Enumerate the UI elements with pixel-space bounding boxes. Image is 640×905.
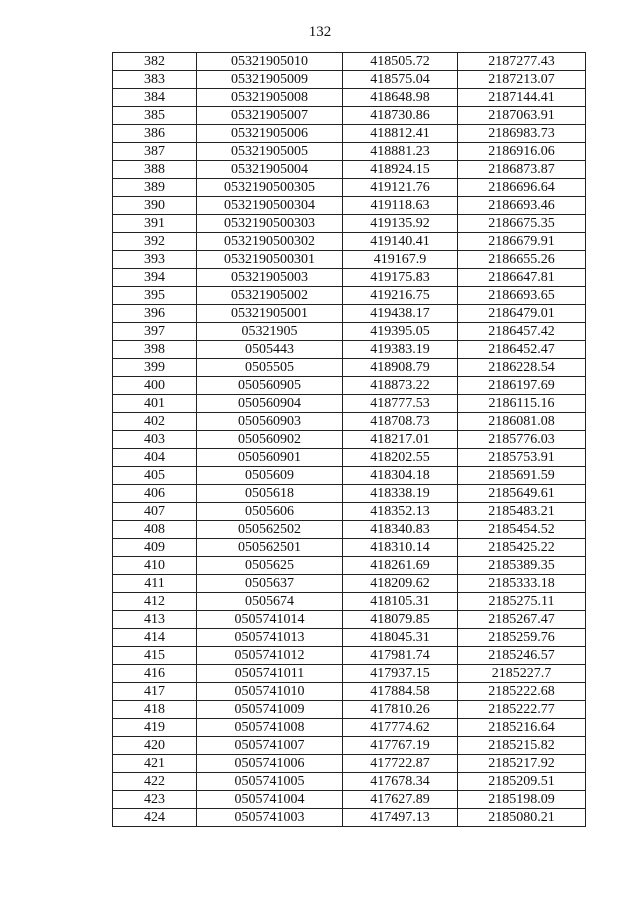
y-coordinate-cell: 2185215.82 xyxy=(458,737,586,755)
table-row xyxy=(113,557,586,575)
row-number-cell: 422 xyxy=(113,773,197,791)
y-coordinate-cell: 2186647.81 xyxy=(458,269,586,287)
row-number-cell: 397 xyxy=(113,323,197,341)
y-coordinate-cell: 2185333.18 xyxy=(458,575,586,593)
row-number-cell: 402 xyxy=(113,413,197,431)
y-coordinate-cell: 2186115.16 xyxy=(458,395,586,413)
y-coordinate-cell: 2185246.57 xyxy=(458,647,586,665)
x-coordinate-cell: 418575.04 xyxy=(343,71,458,89)
row-number-cell: 388 xyxy=(113,161,197,179)
y-coordinate-cell: 2185275.11 xyxy=(458,593,586,611)
x-coordinate-cell: 418648.98 xyxy=(343,89,458,107)
row-number-cell: 392 xyxy=(113,233,197,251)
point-id-cell: 0532190500302 xyxy=(197,233,343,251)
point-id-cell: 05321905003 xyxy=(197,269,343,287)
row-number-cell: 386 xyxy=(113,125,197,143)
row-number-cell: 407 xyxy=(113,503,197,521)
row-number-cell: 390 xyxy=(113,197,197,215)
x-coordinate-cell: 417774.62 xyxy=(343,719,458,737)
y-coordinate-cell: 2185216.64 xyxy=(458,719,586,737)
y-coordinate-cell: 2186873.87 xyxy=(458,161,586,179)
x-coordinate-cell: 417627.89 xyxy=(343,791,458,809)
point-id-cell: 0505741005 xyxy=(197,773,343,791)
point-id-cell: 05321905009 xyxy=(197,71,343,89)
x-coordinate-cell: 418730.86 xyxy=(343,107,458,125)
point-id-cell: 0505741008 xyxy=(197,719,343,737)
row-number-cell: 418 xyxy=(113,701,197,719)
table-row xyxy=(113,341,586,359)
row-number-cell: 411 xyxy=(113,575,197,593)
point-id-cell: 0505606 xyxy=(197,503,343,521)
row-number-cell: 417 xyxy=(113,683,197,701)
point-id-cell: 050562501 xyxy=(197,539,343,557)
table-row xyxy=(113,773,586,791)
point-id-cell: 05321905004 xyxy=(197,161,343,179)
y-coordinate-cell: 2186197.69 xyxy=(458,377,586,395)
point-id-cell: 0505741011 xyxy=(197,665,343,683)
x-coordinate-cell: 419175.83 xyxy=(343,269,458,287)
y-coordinate-cell: 2185483.21 xyxy=(458,503,586,521)
y-coordinate-cell: 2186693.65 xyxy=(458,287,586,305)
row-number-cell: 421 xyxy=(113,755,197,773)
y-coordinate-cell: 2187144.41 xyxy=(458,89,586,107)
point-id-cell: 0532190500303 xyxy=(197,215,343,233)
table-row xyxy=(113,305,586,323)
page-number: 132 xyxy=(308,24,332,40)
point-id-cell: 05321905002 xyxy=(197,287,343,305)
x-coordinate-cell: 417884.58 xyxy=(343,683,458,701)
table-row xyxy=(113,791,586,809)
point-id-cell: 0532190500304 xyxy=(197,197,343,215)
x-coordinate-cell: 418812.41 xyxy=(343,125,458,143)
table-row xyxy=(113,323,586,341)
x-coordinate-cell: 419121.76 xyxy=(343,179,458,197)
y-coordinate-cell: 2185454.52 xyxy=(458,521,586,539)
point-id-cell: 050560905 xyxy=(197,377,343,395)
point-id-cell: 0505618 xyxy=(197,485,343,503)
row-number-cell: 410 xyxy=(113,557,197,575)
row-number-cell: 409 xyxy=(113,539,197,557)
table-row xyxy=(113,395,586,413)
table-row xyxy=(113,683,586,701)
table-row xyxy=(113,449,586,467)
row-number-cell: 424 xyxy=(113,809,197,827)
x-coordinate-cell: 418209.62 xyxy=(343,575,458,593)
y-coordinate-cell: 2186916.06 xyxy=(458,143,586,161)
y-coordinate-cell: 2187277.43 xyxy=(458,53,586,71)
x-coordinate-cell: 418045.31 xyxy=(343,629,458,647)
point-id-cell: 05321905010 xyxy=(197,53,343,71)
table-row xyxy=(113,143,586,161)
x-coordinate-cell: 418217.01 xyxy=(343,431,458,449)
y-coordinate-cell: 2186693.46 xyxy=(458,197,586,215)
row-number-cell: 395 xyxy=(113,287,197,305)
row-number-cell: 416 xyxy=(113,665,197,683)
table-row xyxy=(113,215,586,233)
table-row xyxy=(113,575,586,593)
table-row xyxy=(113,809,586,827)
point-id-cell: 0505741007 xyxy=(197,737,343,755)
point-id-cell: 0505741014 xyxy=(197,611,343,629)
x-coordinate-cell: 419118.63 xyxy=(343,197,458,215)
row-number-cell: 382 xyxy=(113,53,197,71)
table-row xyxy=(113,719,586,737)
row-number-cell: 423 xyxy=(113,791,197,809)
row-number-cell: 385 xyxy=(113,107,197,125)
x-coordinate-cell: 418881.23 xyxy=(343,143,458,161)
point-id-cell: 0505741010 xyxy=(197,683,343,701)
x-coordinate-cell: 419395.05 xyxy=(343,323,458,341)
row-number-cell: 383 xyxy=(113,71,197,89)
point-id-cell: 050560903 xyxy=(197,413,343,431)
point-id-cell: 050560901 xyxy=(197,449,343,467)
table-row xyxy=(113,539,586,557)
x-coordinate-cell: 418310.14 xyxy=(343,539,458,557)
x-coordinate-cell: 419216.75 xyxy=(343,287,458,305)
table-row xyxy=(113,179,586,197)
table-row xyxy=(113,125,586,143)
y-coordinate-cell: 2185198.09 xyxy=(458,791,586,809)
row-number-cell: 387 xyxy=(113,143,197,161)
x-coordinate-cell: 418505.72 xyxy=(343,53,458,71)
point-id-cell: 05321905001 xyxy=(197,305,343,323)
table-row xyxy=(113,737,586,755)
table-row xyxy=(113,485,586,503)
row-number-cell: 384 xyxy=(113,89,197,107)
row-number-cell: 415 xyxy=(113,647,197,665)
row-number-cell: 396 xyxy=(113,305,197,323)
row-number-cell: 400 xyxy=(113,377,197,395)
x-coordinate-cell: 418908.79 xyxy=(343,359,458,377)
table-row xyxy=(113,467,586,485)
coordinates-table-body xyxy=(113,53,586,827)
y-coordinate-cell: 2185776.03 xyxy=(458,431,586,449)
row-number-cell: 403 xyxy=(113,431,197,449)
y-coordinate-cell: 2186452.47 xyxy=(458,341,586,359)
y-coordinate-cell: 2186696.64 xyxy=(458,179,586,197)
table-row xyxy=(113,161,586,179)
y-coordinate-cell: 2185267.47 xyxy=(458,611,586,629)
x-coordinate-cell: 417767.19 xyxy=(343,737,458,755)
x-coordinate-cell: 418338.19 xyxy=(343,485,458,503)
point-id-cell: 0505637 xyxy=(197,575,343,593)
point-id-cell: 05321905008 xyxy=(197,89,343,107)
point-id-cell: 0505741003 xyxy=(197,809,343,827)
row-number-cell: 399 xyxy=(113,359,197,377)
point-id-cell: 0505505 xyxy=(197,359,343,377)
row-number-cell: 404 xyxy=(113,449,197,467)
row-number-cell: 391 xyxy=(113,215,197,233)
table-row xyxy=(113,251,586,269)
table-row xyxy=(113,755,586,773)
row-number-cell: 419 xyxy=(113,719,197,737)
point-id-cell: 0505741004 xyxy=(197,791,343,809)
point-id-cell: 0505741013 xyxy=(197,629,343,647)
y-coordinate-cell: 2187213.07 xyxy=(458,71,586,89)
x-coordinate-cell: 419383.19 xyxy=(343,341,458,359)
point-id-cell: 0505741009 xyxy=(197,701,343,719)
x-coordinate-cell: 418079.85 xyxy=(343,611,458,629)
x-coordinate-cell: 418261.69 xyxy=(343,557,458,575)
row-number-cell: 393 xyxy=(113,251,197,269)
y-coordinate-cell: 2185389.35 xyxy=(458,557,586,575)
point-id-cell: 0505741012 xyxy=(197,647,343,665)
y-coordinate-cell: 2185691.59 xyxy=(458,467,586,485)
x-coordinate-cell: 418352.13 xyxy=(343,503,458,521)
row-number-cell: 398 xyxy=(113,341,197,359)
point-id-cell: 0505674 xyxy=(197,593,343,611)
point-id-cell: 0505609 xyxy=(197,467,343,485)
table-row xyxy=(113,701,586,719)
point-id-cell: 0505741006 xyxy=(197,755,343,773)
y-coordinate-cell: 2187063.91 xyxy=(458,107,586,125)
x-coordinate-cell: 418202.55 xyxy=(343,449,458,467)
y-coordinate-cell: 2186983.73 xyxy=(458,125,586,143)
x-coordinate-cell: 419135.92 xyxy=(343,215,458,233)
x-coordinate-cell: 418873.22 xyxy=(343,377,458,395)
x-coordinate-cell: 417937.15 xyxy=(343,665,458,683)
row-number-cell: 412 xyxy=(113,593,197,611)
row-number-cell: 408 xyxy=(113,521,197,539)
row-number-cell: 406 xyxy=(113,485,197,503)
y-coordinate-cell: 2185080.21 xyxy=(458,809,586,827)
point-id-cell: 05321905006 xyxy=(197,125,343,143)
y-coordinate-cell: 2186655.26 xyxy=(458,251,586,269)
x-coordinate-cell: 417722.87 xyxy=(343,755,458,773)
table-row xyxy=(113,53,586,71)
x-coordinate-cell: 419140.41 xyxy=(343,233,458,251)
table-row xyxy=(113,269,586,287)
x-coordinate-cell: 418708.73 xyxy=(343,413,458,431)
row-number-cell: 389 xyxy=(113,179,197,197)
point-id-cell: 0505625 xyxy=(197,557,343,575)
x-coordinate-cell: 419167.9 xyxy=(343,251,458,269)
y-coordinate-cell: 2186479.01 xyxy=(458,305,586,323)
point-id-cell: 05321905005 xyxy=(197,143,343,161)
row-number-cell: 394 xyxy=(113,269,197,287)
row-number-cell: 414 xyxy=(113,629,197,647)
table-row xyxy=(113,233,586,251)
y-coordinate-cell: 2186457.42 xyxy=(458,323,586,341)
x-coordinate-cell: 418924.15 xyxy=(343,161,458,179)
x-coordinate-cell: 417981.74 xyxy=(343,647,458,665)
y-coordinate-cell: 2185222.77 xyxy=(458,701,586,719)
table-row xyxy=(113,89,586,107)
row-number-cell: 413 xyxy=(113,611,197,629)
x-coordinate-cell: 418777.53 xyxy=(343,395,458,413)
table-row xyxy=(113,593,586,611)
table-row xyxy=(113,359,586,377)
row-number-cell: 405 xyxy=(113,467,197,485)
y-coordinate-cell: 2185425.22 xyxy=(458,539,586,557)
y-coordinate-cell: 2186675.35 xyxy=(458,215,586,233)
point-id-cell: 050562502 xyxy=(197,521,343,539)
point-id-cell: 05321905007 xyxy=(197,107,343,125)
table-row xyxy=(113,647,586,665)
x-coordinate-cell: 417497.13 xyxy=(343,809,458,827)
point-id-cell: 05321905 xyxy=(197,323,343,341)
table-row xyxy=(113,71,586,89)
point-id-cell: 0532190500305 xyxy=(197,179,343,197)
y-coordinate-cell: 2185227.7 xyxy=(458,665,586,683)
y-coordinate-cell: 2185753.91 xyxy=(458,449,586,467)
x-coordinate-cell: 417678.34 xyxy=(343,773,458,791)
y-coordinate-cell: 2185222.68 xyxy=(458,683,586,701)
table-row xyxy=(113,107,586,125)
table-row xyxy=(113,377,586,395)
table-row xyxy=(113,629,586,647)
y-coordinate-cell: 2186081.08 xyxy=(458,413,586,431)
table-row xyxy=(113,611,586,629)
y-coordinate-cell: 2186228.54 xyxy=(458,359,586,377)
x-coordinate-cell: 419438.17 xyxy=(343,305,458,323)
row-number-cell: 401 xyxy=(113,395,197,413)
y-coordinate-cell: 2185259.76 xyxy=(458,629,586,647)
x-coordinate-cell: 418340.83 xyxy=(343,521,458,539)
point-id-cell: 0532190500301 xyxy=(197,251,343,269)
table-row xyxy=(113,665,586,683)
point-id-cell: 0505443 xyxy=(197,341,343,359)
point-id-cell: 050560902 xyxy=(197,431,343,449)
x-coordinate-cell: 418304.18 xyxy=(343,467,458,485)
table-row xyxy=(113,431,586,449)
row-number-cell: 420 xyxy=(113,737,197,755)
coordinates-table xyxy=(112,52,586,827)
y-coordinate-cell: 2185649.61 xyxy=(458,485,586,503)
table-row xyxy=(113,413,586,431)
table-row xyxy=(113,521,586,539)
x-coordinate-cell: 417810.26 xyxy=(343,701,458,719)
point-id-cell: 050560904 xyxy=(197,395,343,413)
y-coordinate-cell: 2186679.91 xyxy=(458,233,586,251)
y-coordinate-cell: 2185209.51 xyxy=(458,773,586,791)
table-row xyxy=(113,197,586,215)
table-row xyxy=(113,287,586,305)
x-coordinate-cell: 418105.31 xyxy=(343,593,458,611)
table-row xyxy=(113,503,586,521)
y-coordinate-cell: 2185217.92 xyxy=(458,755,586,773)
